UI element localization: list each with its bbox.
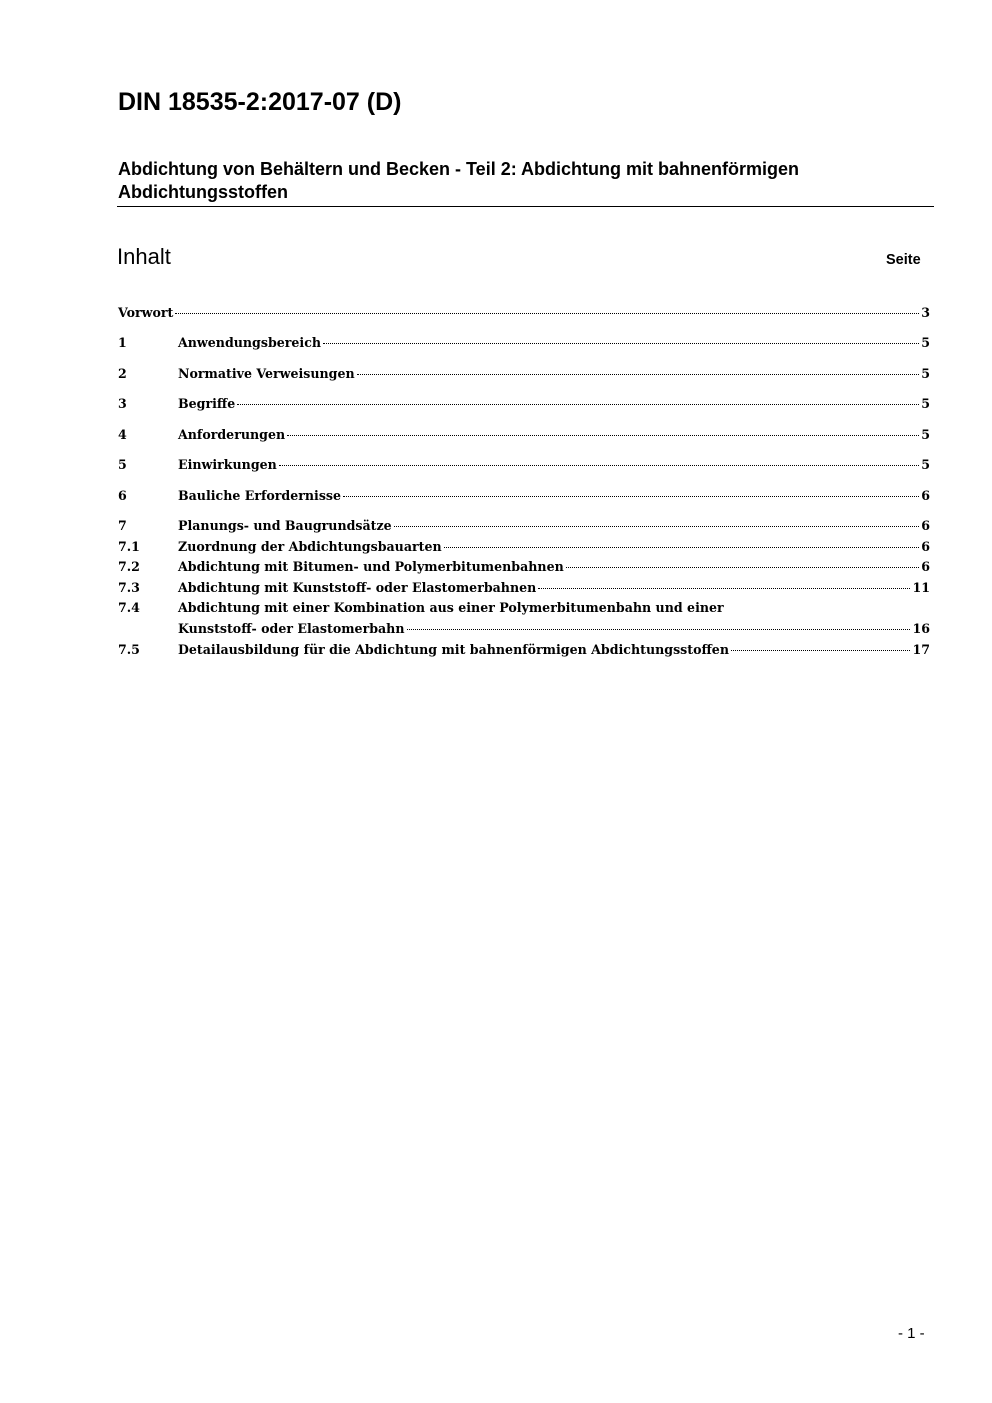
page-number: - 1 - xyxy=(898,1325,925,1342)
toc-entry-number: 7.4 xyxy=(118,600,140,615)
toc-entry-number: 7.2 xyxy=(118,559,140,574)
toc-entry-number: 7 xyxy=(118,518,127,533)
toc-entry-7-1[interactable] xyxy=(118,537,930,557)
toc-entry-page: 5 xyxy=(921,366,930,381)
toc-entry-label: Abdichtung mit Kunststoff- oder Elastomerbahnen xyxy=(178,580,537,595)
toc-leader-dots xyxy=(323,343,919,344)
toc-entry-number: 1 xyxy=(118,335,127,350)
toc-leader-dots xyxy=(538,588,910,589)
toc-entry-page: 17 xyxy=(912,642,930,657)
toc-entry-label-continued: Kunststoff- oder Elastomerbahn xyxy=(178,621,405,636)
toc-leader-dots xyxy=(287,435,919,436)
toc-entry-label: Begriffe xyxy=(178,396,236,411)
toc-heading: Inhalt xyxy=(117,244,171,269)
toc-entry-label: Vorwort xyxy=(118,305,174,320)
toc-entry-page: 16 xyxy=(912,621,930,636)
toc-entry-number: 4 xyxy=(118,427,127,442)
toc-leader-dots xyxy=(343,496,919,497)
toc-entry-label: Abdichtung mit Bitumen- und Polymerbitumenbahnen xyxy=(178,559,564,574)
toc-entry-number: 7.3 xyxy=(118,580,140,595)
toc-entry-label: Planungs- und Baugrundsätze xyxy=(178,518,392,533)
toc-entry-label: Zuordnung der Abdichtungsbauarten xyxy=(178,539,442,554)
toc-entry-number: 7.1 xyxy=(118,539,140,554)
toc-entry-page: 6 xyxy=(921,488,930,503)
toc-leader-dots xyxy=(394,526,920,527)
toc-entry-page: 11 xyxy=(912,580,930,595)
toc-entry-number: 6 xyxy=(118,488,127,503)
toc-entry-label: Abdichtung mit einer Kombination aus einer Polymerbitumenbahn und einer xyxy=(178,600,724,615)
toc-leader-dots xyxy=(237,404,919,405)
toc-entry-page: 5 xyxy=(921,427,930,442)
toc-entry-number: 5 xyxy=(118,457,127,472)
toc-leader-dots xyxy=(175,313,919,314)
toc-entry-page: 5 xyxy=(921,396,930,411)
title-divider xyxy=(117,206,934,207)
toc-entry-label: Normative Verweisungen xyxy=(178,366,355,381)
toc-entry-page: 6 xyxy=(921,518,930,533)
toc-entry-7[interactable] xyxy=(118,516,930,536)
toc-entry-number: 2 xyxy=(118,366,127,381)
toc-entry-label: Anwendungsbereich xyxy=(178,335,322,350)
toc-entry-label: Detailausbildung für die Abdichtung mit bahnenförmigen Abdichtungsstoffen xyxy=(178,642,729,657)
toc-entry-4[interactable] xyxy=(118,425,930,445)
toc-entry-2[interactable] xyxy=(118,364,930,384)
document-id: DIN 18535-2:2017-07 (D) xyxy=(118,88,402,116)
document-subtitle: Abdichtung von Behältern und Becken - Teil 2: Abdichtung mit bahnenförmigen Abdichtungsstoffen xyxy=(118,159,800,202)
toc-leader-dots xyxy=(731,650,910,651)
toc-entry-label: Bauliche Erfordernisse xyxy=(178,488,342,503)
toc-entry-page: 6 xyxy=(921,559,930,574)
toc-entry-page: 5 xyxy=(921,457,930,472)
toc-entry-page: 3 xyxy=(921,305,930,320)
toc-leader-dots xyxy=(407,629,911,630)
toc-entry-6[interactable] xyxy=(118,486,930,506)
toc-entry-label: Anforderungen xyxy=(178,427,286,442)
toc-entry-page: 5 xyxy=(921,335,930,350)
toc-entry-5[interactable] xyxy=(118,455,930,475)
toc-entry-3[interactable] xyxy=(118,394,930,414)
toc-entry-vorwort[interactable] xyxy=(118,303,930,323)
toc-entry-7-4-continued[interactable] xyxy=(118,619,930,639)
toc-entry-7-2[interactable] xyxy=(118,557,930,577)
toc-leader-dots xyxy=(279,465,919,466)
toc-leader-dots xyxy=(444,547,920,548)
toc-leader-dots xyxy=(566,567,919,568)
toc-leader-dots xyxy=(357,374,920,375)
toc-entry-7-4[interactable] xyxy=(118,598,930,618)
toc-entry-page: 6 xyxy=(921,539,930,554)
toc-entry-label: Einwirkungen xyxy=(178,457,277,472)
toc-entry-7-3[interactable] xyxy=(118,578,930,598)
toc-entry-1[interactable] xyxy=(118,333,930,353)
toc-entry-number: 3 xyxy=(118,396,127,411)
toc-entry-number: 7.5 xyxy=(118,642,140,657)
toc-entry-7-5[interactable] xyxy=(118,640,930,660)
toc-page-column-heading: Seite xyxy=(886,252,921,268)
